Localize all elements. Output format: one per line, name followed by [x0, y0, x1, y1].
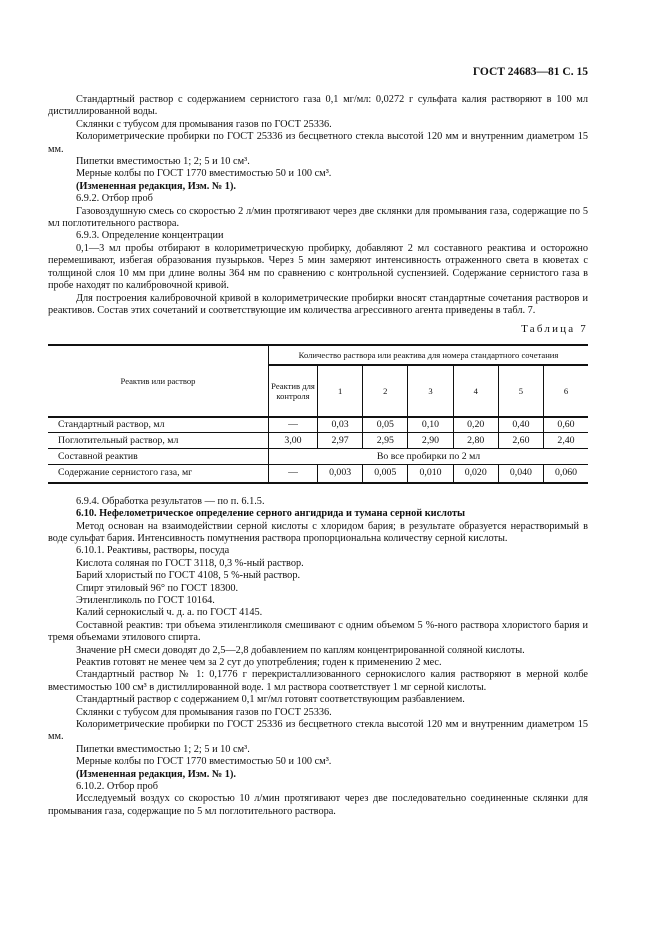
column-header-reagent: Реактив или раствор — [120, 375, 196, 386]
paragraph: Мерные колбы по ГОСТ 1770 вместимостью 50 и 100 см³. — [76, 756, 332, 768]
paragraph: 6.9.4. Обработка результатов — по п. 6.1.5. — [76, 495, 265, 507]
paragraph: Кислота соляная по ГОСТ 3118, 0,3 %-ный раствор. — [76, 557, 304, 569]
cell: 0,60 — [544, 417, 588, 433]
paragraph: Мерные колбы по ГОСТ 1770 вместимостью 50 и 100 см³. — [76, 168, 332, 180]
cell: 0,03 — [318, 417, 363, 433]
paragraph: Спирт этиловый 96° по ГОСТ 18300. — [76, 582, 239, 594]
paragraph: Пипетки вместимостью 1; 2; 5 и 10 см³. — [76, 743, 250, 755]
cell: 2,97 — [318, 433, 363, 449]
section-title: 6.9.3. Определение концентрации — [76, 230, 224, 242]
section-title: 6.10. Нефелометрическое определение серного ангидрида и тумана серной кислоты — [76, 508, 466, 520]
cell: — — [269, 417, 318, 433]
cell: 0,005 — [363, 465, 408, 483]
cell: 2,90 — [408, 433, 453, 449]
cell: — — [269, 465, 318, 483]
cell: 0,40 — [498, 417, 543, 433]
table-row — [48, 449, 588, 465]
paragraph: Для построения калибровочной кривой в колориметрические пробирки вносят стандартные сочетания растворов и реактивов. Состав этих сочетаний и соответствующие им количества агрессивного агента приведены в табл. 7. — [48, 292, 588, 316]
amendment-note: (Измененная редакция, Изм. № 1). — [76, 768, 236, 780]
paragraph: 0,1—3 мл пробы отбирают в колориметрическую пробирку, добавляют 2 мл составного реактива и осторожно перемешивают, избегая образования пузырьков. Через 5 мин замеряют интенсивность отраженного света в кюветах с толщиной слоя 10 мм при длине волны 364 нм по сравнению с контрольной суспензией. Содержание сернистого газа в пробе находят по калибровочной кривой. — [48, 242, 588, 292]
amendment-note: (Измененная редакция, Изм. № 1). — [76, 180, 236, 192]
paragraph: Значение pH смеси доводят до 2,5—2,8 добавлением по каплям концентрированной соляной кислоты. — [76, 644, 525, 656]
cell: 2,80 — [453, 433, 498, 449]
column-header-num: 2 — [363, 365, 408, 417]
section-title: 6.10.2. Отбор проб — [76, 781, 158, 793]
cell: 0,060 — [544, 465, 588, 483]
cell: 0,040 — [498, 465, 543, 483]
cell: 3,00 — [269, 433, 318, 449]
row-label: Содержание сернистого газа, мг — [58, 467, 193, 479]
cell-merged: Во все пробирки по 2 мл — [269, 449, 589, 465]
paragraph: Колориметрические пробирки по ГОСТ 25336 из бесцветного стекла высотой 120 мм и внутренним диаметром 15 мм. — [48, 131, 588, 155]
paragraph: Стандартный раствор № 1: 0,1776 г перекристаллизованного сернокислого калия растворяют в мерной колбе вместимостью 100 см³ в дистиллированной воде. 1 мл раствора соответствует 1 мг серной кислоты. — [48, 669, 588, 693]
row-label: Стандартный раствор, мл — [58, 418, 165, 430]
document-body — [48, 62, 588, 818]
paragraph: Барий хлористый по ГОСТ 4108, 5 %-ный раствор. — [76, 570, 301, 582]
table-row — [48, 417, 588, 433]
cell: 2,95 — [363, 433, 408, 449]
row-label: Поглотительный раствор, мл — [58, 434, 179, 446]
cell: 0,010 — [408, 465, 453, 483]
paragraph: Газовоздушную смесь со скоростью 2 л/мин протягивают через две склянки для промывания газа, содержащие по 5 мл поглотительного раствора. — [48, 205, 588, 230]
section-title: 6.10.1. Реактивы, растворы, посуда — [76, 545, 230, 557]
cell: 0,20 — [453, 417, 498, 433]
paragraph: Метод основан на взаимодействии серной кислоты с хлоридом бария; в результате образуется нерастворимый в воде сульфат бария. Интенсивность помутнения раствора пропорциональна количеству серной кислоты. — [48, 520, 588, 544]
column-header-num: 1 — [318, 365, 363, 417]
column-header-group: Количество раствора или реактива для номера стандартного сочетания — [269, 345, 589, 365]
table-caption: Таблица 7 — [521, 323, 588, 336]
paragraph: Стандартный раствор с содержанием сернистого газа 0,1 мг/мл: 0,0272 г сульфата калия растворяют в 100 мл дистиллированной воды. — [48, 94, 588, 118]
paragraph: Составной реактив: три объема этиленгликоля смешивают с одним объемом 5 %-ного раствора хлористого бария и тремя объемами этилового спирта. — [48, 619, 588, 644]
table-row — [48, 433, 588, 449]
paragraph: Колориметрические пробирки по ГОСТ 25336 из бесцветного стекла высотой 120 мм и внутренним диаметром 15 мм. — [48, 719, 588, 743]
paragraph: Стандартный раствор с содержанием 0,1 мг/мл готовят соответствующим разбавлением. — [76, 694, 465, 706]
column-header-num: 3 — [408, 365, 453, 417]
cell: 0,10 — [408, 417, 453, 433]
paragraph: Этиленгликоль по ГОСТ 10164. — [76, 594, 215, 606]
section-title: 6.9.2. Отбор проб — [76, 193, 153, 205]
page-header: ГОСТ 24683—81 С. 15 — [472, 66, 588, 78]
column-header-num: 5 — [498, 365, 543, 417]
cell: 2,60 — [498, 433, 543, 449]
paragraph: Пипетки вместимостью 1; 2; 5 и 10 см³. — [76, 156, 250, 168]
table-row — [48, 465, 588, 483]
table-7 — [48, 344, 588, 484]
paragraph: Склянки с тубусом для промывания газов по ГОСТ 25336. — [76, 118, 332, 130]
cell: 0,020 — [453, 465, 498, 483]
cell: 0,05 — [363, 417, 408, 433]
paragraph: Калий сернокислый ч. д. а. по ГОСТ 4145. — [76, 607, 263, 619]
paragraph: Исследуемый воздух со скоростью 10 л/мин протягивают через две последовательно соединенные склянки для промывания газа, содержащие по 5 мл поглотительного раствора. — [48, 793, 588, 817]
column-header-control: Реактив для контроля — [269, 365, 318, 417]
column-header-num: 4 — [453, 365, 498, 417]
column-header-num: 6 — [544, 365, 588, 417]
cell: 2,40 — [544, 433, 588, 449]
paragraph: Склянки с тубусом для промывания газов по ГОСТ 25336. — [76, 706, 332, 718]
paragraph: Реактив готовят не менее чем за 2 сут до употребления; годен к применению 2 мес. — [76, 657, 442, 668]
row-label: Составной реактив — [58, 450, 138, 462]
cell: 0,003 — [318, 465, 363, 483]
